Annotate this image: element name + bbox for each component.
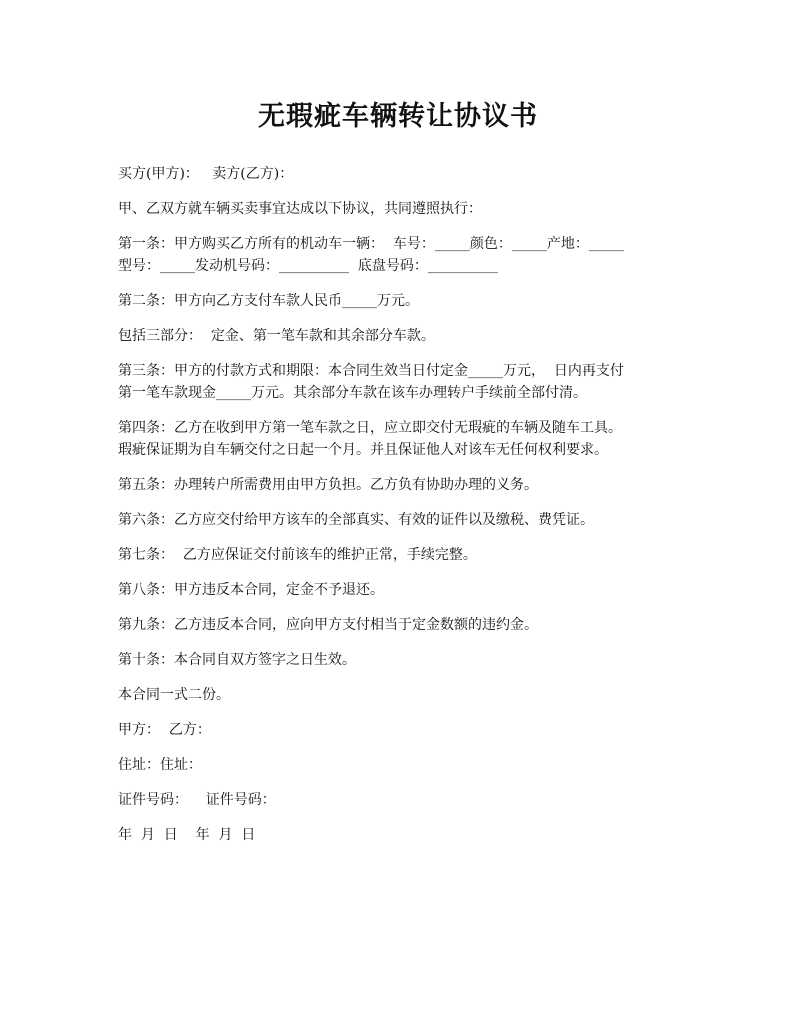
clause-3-line-1: 第三条：甲方的付款方式和期限：本合同生效当日付定金_____万元， 日内再支付	[118, 363, 624, 379]
document-title: 无瑕疵车辆转让协议书	[258, 101, 538, 132]
clause-6: 第六条：乙方应交付给甲方该车的全部真实、有效的证件以及缴税、费凭证。	[118, 512, 594, 528]
clause-3-line-2: 第一笔车款现金_____万元。其余部分车款在该车办理转户手续前全部付清。	[118, 385, 587, 401]
clause-2-parts: 包括三部分： 定金、第一笔车款和其余部分车款。	[118, 328, 435, 344]
clause-5: 第五条：办理转户所需费用由甲方负担。乙方负有协助办理的义务。	[118, 477, 538, 493]
clause-2: 第二条：甲方向乙方支付车款人民币_____万元。	[118, 293, 419, 309]
clause-1-line-2: 型号：_____发动机号码：__________ 底盘号码：__________	[118, 258, 498, 274]
clause-4-line-2: 瑕疵保证期为自车辆交付之日起一个月。并且保证他人对该车无任何权利要求。	[118, 442, 608, 458]
address-line: 住址：住址：	[118, 757, 202, 773]
clause-1	[118, 233, 736, 277]
signature-parties: 甲方： 乙方：	[118, 722, 211, 738]
clause-4	[118, 417, 736, 461]
date-line: 年 月 日 年 月 日	[118, 827, 256, 843]
clause-7: 第七条： 乙方应保证交付前该车的维护正常，手续完整。	[118, 547, 477, 563]
clause-8: 第八条：甲方违反本合同，定金不予退还。	[118, 582, 384, 598]
parties-line: 买方(甲方)： 卖方(乙方)：	[118, 166, 294, 182]
clause-10: 第十条：本合同自双方签字之日生效。	[118, 652, 356, 668]
clause-9: 第九条：乙方违反本合同，应向甲方支付相当于定金数额的违约金。	[118, 617, 538, 633]
clause-4-line-1: 第四条：乙方在收到甲方第一笔车款之日，应立即交付无瑕疵的车辆及随车工具。	[118, 420, 622, 436]
clause-1-line-1: 第一条：甲方购买乙方所有的机动车一辆： 车号：_____颜色：_____产地：_____	[118, 236, 624, 252]
id-number-line: 证件号码： 证件号码：	[118, 792, 276, 808]
intro-paragraph: 甲、乙双方就车辆买卖事宜达成以下协议，共同遵照执行：	[118, 201, 482, 217]
clause-3	[118, 360, 736, 404]
copies-line: 本合同一式二份。	[118, 687, 230, 703]
